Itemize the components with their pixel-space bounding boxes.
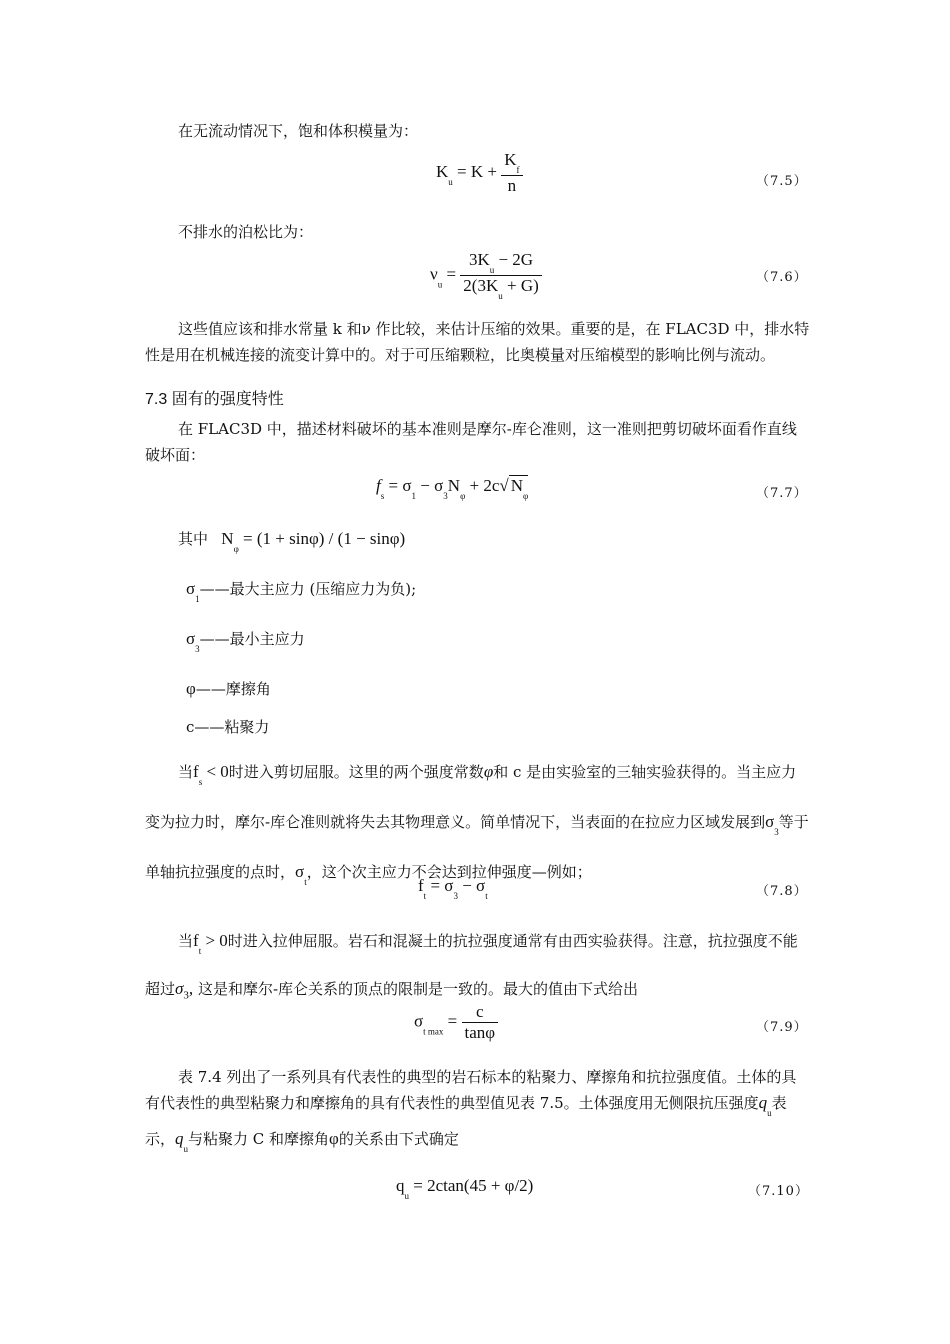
equation-7-10: $q_u = 2ctan(45 + \varphi/2)$ — [396, 1176, 534, 1201]
paragraph-5: 当$f_s < 0$时进入剪切屈服。这里的两个强度常数φ和 c 是由实验室的三轴实验获得的。当主应力变为拉力时，摩尔-库仑准则就将失去其物理意义。简单情况下，当表面的在拉应力区域发展到$\sigma_3$等于单轴抗拉强度的点时，$\sigma_t$，这个次主应力不会达到拉伸强度—例如； — [145, 762, 809, 887]
equation-number-7-10: （7.10） — [748, 1184, 809, 1199]
equation-number-7-8: （7.8） — [756, 884, 808, 899]
paragraph-6: 当$f_t > 0$时进入拉伸屈服。岩石和混凝土的抗拉强度通常有由西实验获得。注意，抗拉强度不能超过$\sigma_3$, 这是和摩尔-库仑关系的顶点的限制是一致的。最大的值由下式给出 — [145, 931, 798, 1002]
definition-phi: φ——摩擦角 — [186, 679, 271, 698]
paragraph-7: 表 7.4 列出了一系列具有代表性的典型的岩石标本的粘聚力、摩擦角和抗拉强度值。土体的具有代表性的典型粘聚力和摩擦角的具有代表性的典型值见表 7.5。土体强度用无侧限抗压强度$q_u$表示，$q_u$与粘聚力 C 和摩擦角φ的关系由下式确定 — [145, 1068, 797, 1154]
where-line: 其中 $N_\varphi = (1 + \sin\varphi) / (1 - \sin\varphi)$ — [178, 529, 406, 554]
equation-number-7-9: （7.9） — [756, 1020, 808, 1035]
equation-7-9: $\sigma_{t max}$ = $\frac{c}{\tan\varphi}$ — [414, 1002, 498, 1043]
paragraph-4: 在 FLAC3D 中，描述材料破坏的基本准则是摩尔-库仑准则，这一准则把剪切破坏面看作直线破坏面： — [145, 420, 797, 464]
equation-7-7: $f_s = \sigma_1 - \sigma_3N_\varphi + 2c√$ $N_\varphi$ — [376, 476, 529, 501]
definition-c: c——粘聚力 — [186, 718, 270, 736]
paragraph-1: 在无流动情况下，饱和体积模量为： — [178, 122, 419, 140]
equation-number-7-6: （7.6） — [756, 270, 808, 285]
section-heading: 7.3 固有的强度特性 — [145, 391, 284, 408]
equation-number-7-7: （7.7） — [756, 486, 808, 501]
equation-7-5: $K_u = K$ + $\frac{K_f}{n}$ — [436, 150, 523, 196]
paragraph-3: 这些值应该和排水常量 k 和ν 作比较，来估计压缩的效果。重要的是，在 FLAC3D 中，排水特性是用在机械连接的流变计算中的。对于可压缩颗粒，比奥模量对压缩模型的影响比例与流动。 — [145, 320, 810, 364]
equation-7-6: $\nu_u$ = $\frac{3K_u - 2G}{2(3K_u + G)}$ — [430, 250, 542, 301]
equation-number-7-5: （7.5） — [756, 174, 808, 189]
equation-7-8: $f_t = \sigma_3 - \sigma_t$ — [418, 876, 488, 901]
definition-sigma3: $\sigma_3——$最小主应力 — [186, 629, 305, 654]
where-prefix: 其中 — [178, 530, 209, 548]
definition-sigma1: $\sigma_1——$最大主应力 (压缩应力为负); — [186, 579, 417, 604]
paragraph-2: 不排水的泊松比为： — [178, 223, 314, 241]
